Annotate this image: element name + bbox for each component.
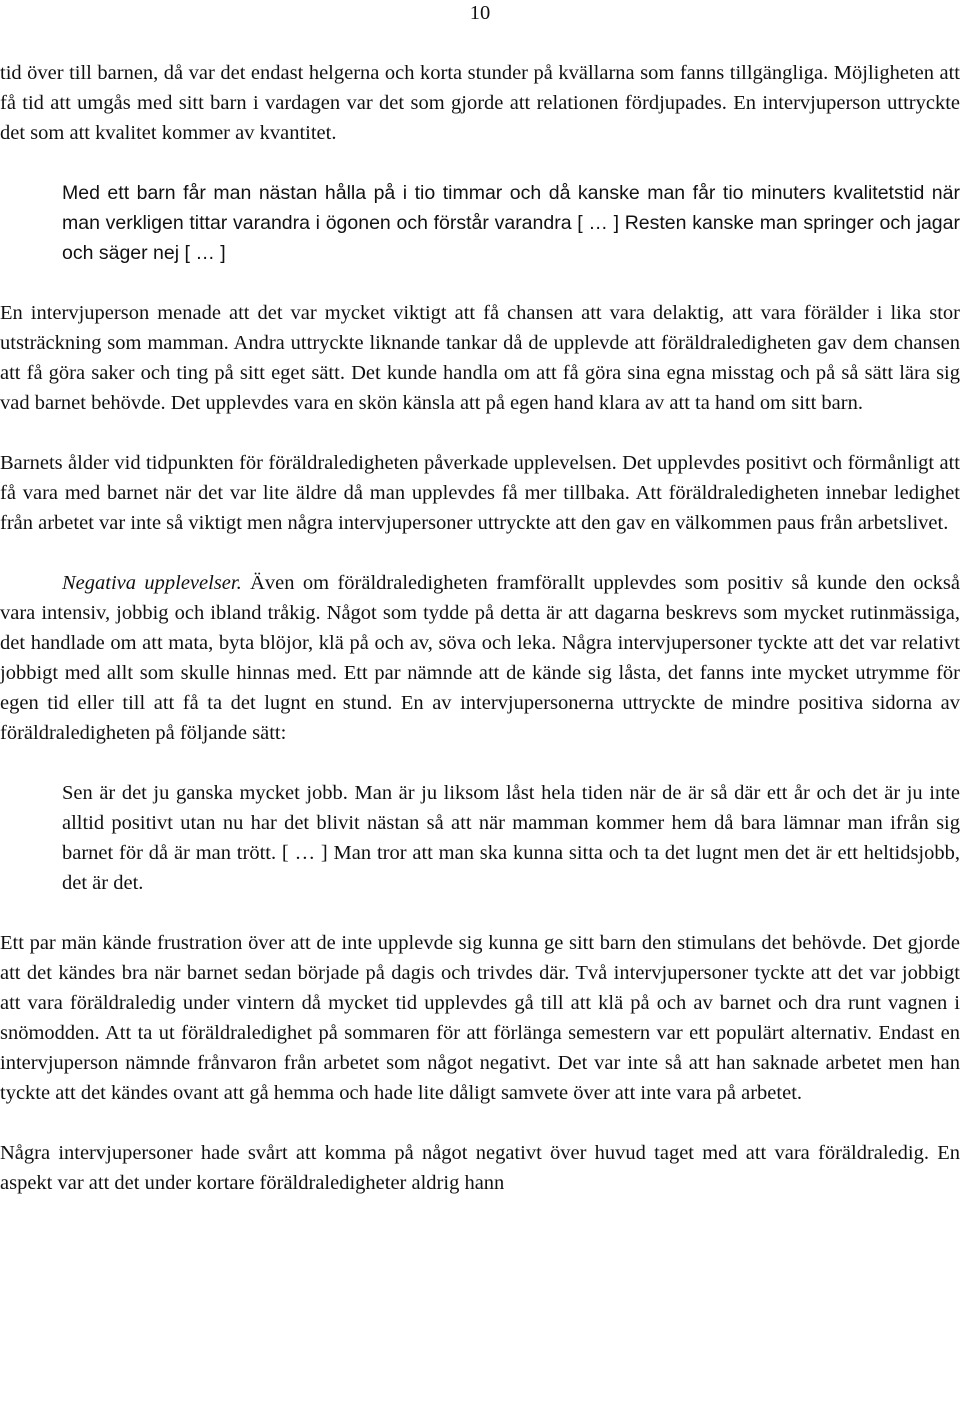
paragraph-no-negatives: Några intervjupersoner hade svårt att komma på något negativt över huvud taget med att vara föräldraledig. En aspekt var att det under kortare föräldraledigheter aldrig hann xyxy=(0,1142,960,1194)
paragraph-intro: tid över till barnen, då var det endast helgerna och korta stunder på kvällarna som fanns tillgängliga. Möjligheten att få tid att umgås med sitt barn i vardagen var det som gjorde att relationen fördjupades. En intervjuperson uttryckte det som att kvalitet kommer av kvantitet. xyxy=(0,62,960,144)
page-number: 10 xyxy=(469,2,491,24)
section-heading-negative: Negativa upplevelser. xyxy=(62,572,242,594)
document-body xyxy=(0,58,960,1198)
paragraph-child-age: Barnets ålder vid tidpunkten för föräldraledigheten påverkade upplevelsen. Det upplevdes positivt och förmånligt att få vara med barnet när det var lite äldre då man upplevdes få mer tillbaka. Att föräldraledigheten innebar ledighet från arbetet var inte så viktigt men några intervjupersoner uttryckte att den gav en välkommen paus från arbetslivet. xyxy=(0,452,960,534)
paragraph-frustration: Ett par män kände frustration över att de inte upplevde sig kunna ge sitt barn den stimulans det behövde. Det gjorde att det kändes bra när barnet sedan började på dagis och trivdes där. Två intervjupersoner tyckte att det var jobbigt att vara föräldraledig under vintern då mycket tid upplevdes gå till att klä på och av barnet och dra runt vagnen i snömodden. Att ta ut föräldraledighet på sommaren för att förlänga semestern var ett populärt alternativ. Endast en intervjuperson nämnde frånvaron från arbetet som något negativt. Det var inte så att han saknade arbetet men han tyckte att det kändes ovant att gå hemma och hade lite dåligt samvete över att inte vara på arbetet. xyxy=(0,932,960,1104)
block-quote-full-time-job: Sen är det ju ganska mycket jobb. Man är ju liksom låst hela tiden när de är så där ett år och det är ju inte alltid positivt utan nu har det blivit nästan så att när mamman kommer hem då bara lämnar man ifrån sig barnet för då är man trött. [ … ] Man tror att man ska kunna sitta och ta det lugnt men det är ett heltidsjobb, det är det. xyxy=(62,782,960,894)
paragraph-negative-experiences xyxy=(0,568,960,748)
paragraph-negative-body: Även om föräldraledigheten framförallt upplevdes som positiv så kunde den också vara intensiv, jobbig och ibland tråkig. Något som tydde på detta är att dagarna beskrevs som mycket rutinmässiga, det handlade om att mata, byta blöjor, klä på och av, söva och leka. Några intervjupersoner tyckte att det var relativt jobbigt med allt som skulle hinnas med. Ett par nämnde att de kände sig låsta, det fanns inte mycket utrymme för egen tid eller till att få ta det lugnt en stund. En av intervjupersonerna uttryckte de mindre positiva sidorna av föräldraledigheten på följande sätt: xyxy=(0,572,960,744)
block-quote-quality-time: Med ett barn får man nästan hålla på i tio timmar och då kanske man får tio minuters kvalitetstid när man verkligen tittar varandra i ögonen och förstår varandra [ … ] Resten kanske man springer och jagar och säger nej [ … ] xyxy=(62,182,960,264)
paragraph-participation: En intervjuperson menade att det var mycket viktigt att få chansen att vara delaktig, att vara förälder i lika stor utsträckning som mamman. Andra uttryckte liknande tankar då de upplevde att föräldraledigheten gav dem chansen att få göra saker och ting på sitt eget sätt. Det kunde handla om att få göra sina egna misstag och på så sätt lära sig vad barnet behövde. Det upplevdes vara en skön känsla att på egen hand klara av att ta hand om sitt barn. xyxy=(0,302,960,414)
